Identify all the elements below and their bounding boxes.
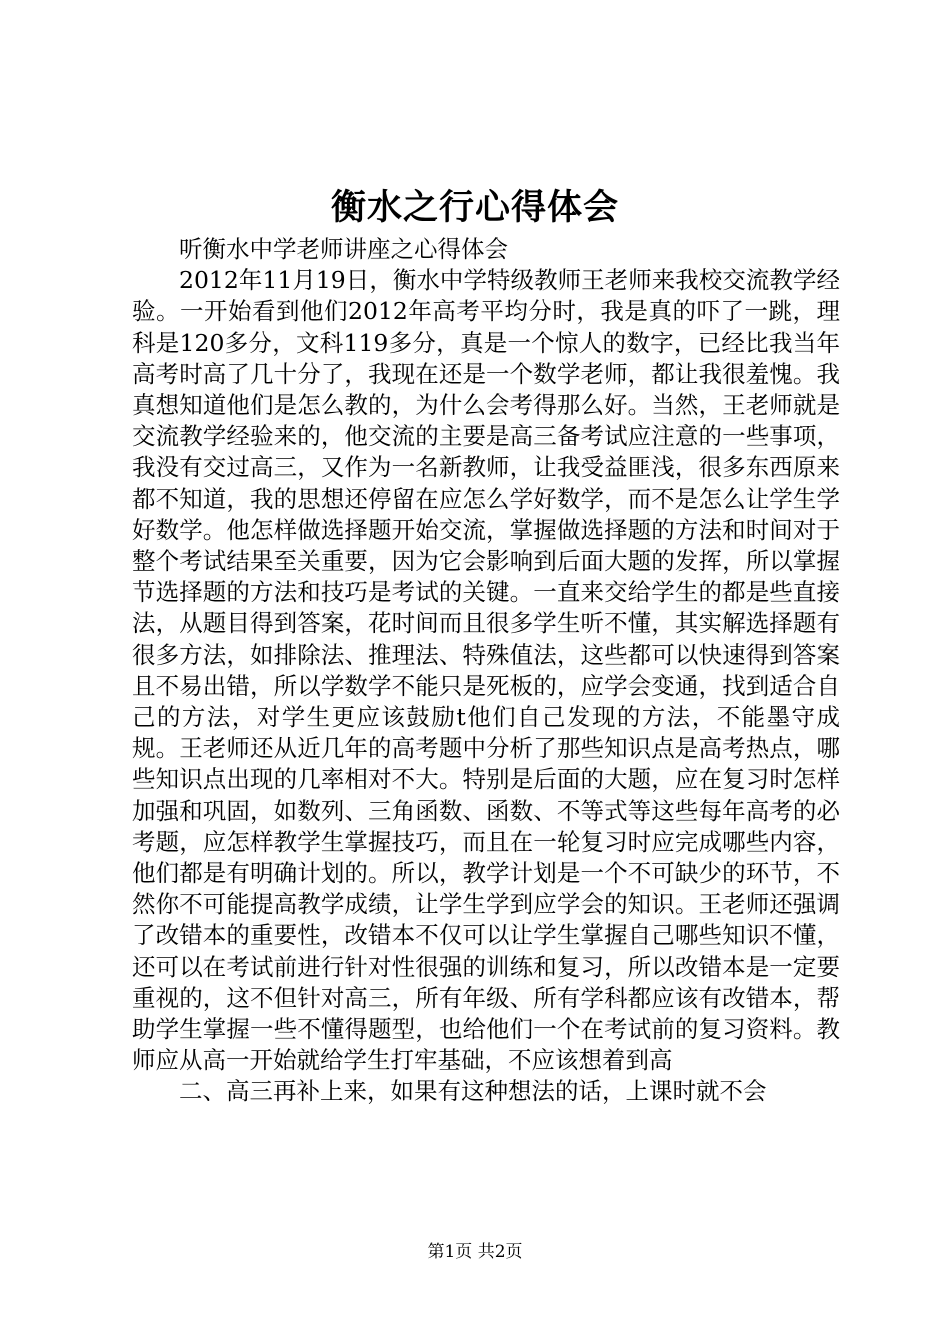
page-footer: 第1页 共2页 xyxy=(427,1242,523,1262)
document-body xyxy=(132,234,840,1108)
document-title: 衡水之行心得体会 xyxy=(330,187,619,228)
paragraph-main: 2012年11月19日，衡水中学特级教师王老师来我校交流教学经验。一开始看到他们2012年高考平均分时，我是真的吓了一跳，理科是120多分，文科119多分，真是一个惊人的数字，已经比我当年高考时高了几十分了，我现在还是一个数学老师，都让我很羞愧。我真想知道他们是怎么教的，为什么会考得那么好。当然，王老师就是交流教学经验来的，他交流的主要是高三备考试应注意的一些事项，我没有交过高三，又作为一名新教师，让我受益匪浅，很多东西原来都不知道，我的思想还停留在应怎么学好数学，而不是怎么让学生学好数学。他怎样做选择题开始交流，掌握做选择题的方法和时间对于整个考试结果至关重要，因为它会影响到后面大题的发挥，所以掌握节选择题的方法和技巧是考试的关键。一直来交给学生的都是些直接法，从题目得到答案，花时间而且很多学生听不懂，其实解选择题有很多方法，如排除法、推理法、特殊值法，这些都可以快速得到答案且不易出错，所以学数学不能只是死板的，应学会变通，找到适合自己的方法，对学生更应该鼓励t他们自己发现的方法，不能墨守成规。王老师还从近几年的高考题中分析了那些知识点是高考热点，哪些知识点出现的几率相对不大。特别是后面的大题，应在复习时怎样加强和巩固，如数列、三角函数、函数、不等式等这些每年高考的必考题，应怎样教学生掌握技巧，而且在一轮复习时应完成哪些内容，他们都是有明确计划的。所以，教学计划是一个不可缺少的环节，不然你不可能提高教学成绩，让学生学到应学会的知识。王老师还强调了改错本的重要性，改错本不仅可以让学生掌握自己哪些知识不懂，还可以在考试前进行针对性很强的训练和复习，所以改错本是一定要重视的，这不但针对高三，所有年级、所有学科都应该有改错本，帮助学生掌握一些不懂得题型，也给他们一个在考试前的复习资料。教师应从高一开始就给学生打牢基础，不应该想着到高 xyxy=(132,266,840,1075)
paragraph-continued: 二、高三再补上来，如果有这种想法的话，上课时就不会 xyxy=(179,1077,767,1106)
paragraph-subtitle: 听衡水中学老师讲座之心得体会 xyxy=(179,235,508,263)
